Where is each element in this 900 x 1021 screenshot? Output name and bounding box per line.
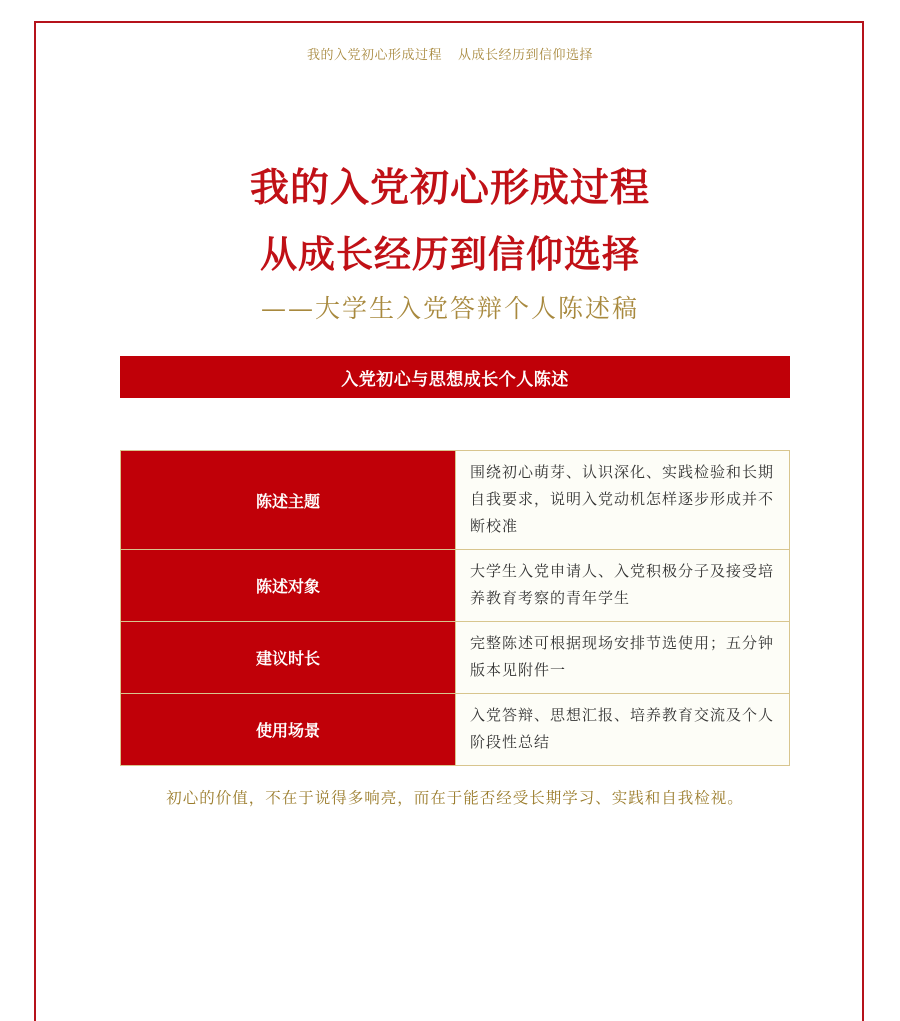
section-banner: [120, 356, 790, 398]
closing-quote: 初心的价值，不在于说得多响亮，而在于能否经受长期学习、实践和自我检视。: [166, 789, 744, 807]
row-value-scenario: 入党答辩、思想汇报、培养教育交流及个人阶段性总结: [456, 694, 790, 766]
main-title-second-line: 从成长经历到信仰选择: [260, 233, 640, 276]
row-label-topic: 陈述主题: [121, 451, 456, 550]
table-row: [121, 694, 790, 766]
row-value-duration: 完整陈述可根据现场安排节选使用；五分钟版本见附件一: [456, 622, 790, 694]
running-header: [0, 44, 900, 63]
row-label-duration: 建议时长: [121, 622, 456, 694]
running-header-part-1: 我的入党初心形成过程: [306, 48, 442, 63]
info-table: [120, 450, 790, 766]
subtitle: ——大学生入党答辩个人陈述稿: [260, 294, 639, 323]
table-row: [121, 451, 790, 550]
row-label-audience: 陈述对象: [121, 550, 456, 622]
row-value-audience: 大学生入党申请人、入党积极分子及接受培养教育考察的青年学生: [456, 550, 790, 622]
table-row: [121, 550, 790, 622]
section-banner-label: 入党初心与思想成长个人陈述: [341, 369, 569, 390]
row-label-scenario: 使用场景: [121, 694, 456, 766]
table-row: [121, 622, 790, 694]
row-value-topic: 围绕初心萌芽、认识深化、实践检验和长期自我要求，说明入党动机怎样逐步形成并不断校准: [456, 451, 790, 550]
main-title: 我的入党初心形成过程: [249, 166, 650, 211]
running-header-part-2: 从成长经历到信仰选择: [458, 48, 594, 63]
